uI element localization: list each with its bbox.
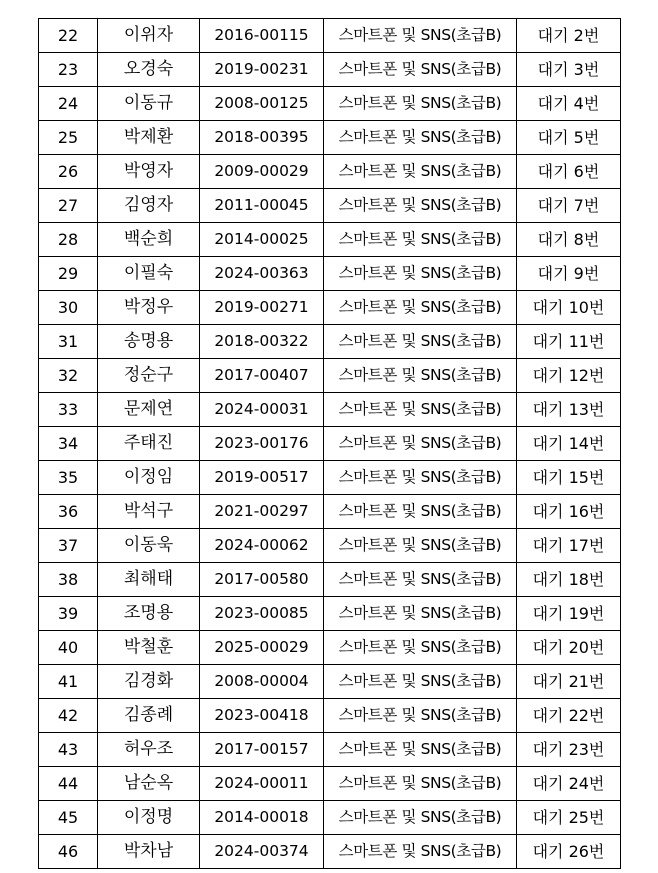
waitlist-status-cell: 대기 2번 — [517, 19, 621, 53]
waitlist-status-cell: 대기 25번 — [517, 801, 621, 835]
name-cell: 최해태 — [98, 563, 200, 597]
course-cell: 스마트폰 및 SNS(초급B) — [324, 699, 517, 733]
member-id-cell: 2018-00395 — [200, 121, 324, 155]
course-cell: 스마트폰 및 SNS(초급B) — [324, 563, 517, 597]
table-row — [39, 665, 621, 699]
row-number-cell: 39 — [39, 597, 98, 631]
name-cell: 박차남 — [98, 835, 200, 869]
table-row — [39, 393, 621, 427]
course-cell: 스마트폰 및 SNS(초급B) — [324, 189, 517, 223]
waitlist-status-cell: 대기 22번 — [517, 699, 621, 733]
waitlist-status-cell: 대기 14번 — [517, 427, 621, 461]
name-cell: 백순희 — [98, 223, 200, 257]
waitlist-status-cell: 대기 24번 — [517, 767, 621, 801]
member-id-cell: 2024-00062 — [200, 529, 324, 563]
table-row — [39, 427, 621, 461]
member-id-cell: 2023-00418 — [200, 699, 324, 733]
member-id-cell: 2017-00407 — [200, 359, 324, 393]
waitlist-status-cell: 대기 17번 — [517, 529, 621, 563]
course-cell: 스마트폰 및 SNS(초급B) — [324, 87, 517, 121]
course-cell: 스마트폰 및 SNS(초급B) — [324, 835, 517, 869]
member-id-cell: 2021-00297 — [200, 495, 324, 529]
member-id-cell: 2008-00125 — [200, 87, 324, 121]
name-cell: 김경화 — [98, 665, 200, 699]
row-number-cell: 28 — [39, 223, 98, 257]
waitlist-status-cell: 대기 10번 — [517, 291, 621, 325]
table-row — [39, 597, 621, 631]
course-cell: 스마트폰 및 SNS(초급B) — [324, 733, 517, 767]
name-cell: 주태진 — [98, 427, 200, 461]
course-cell: 스마트폰 및 SNS(초급B) — [324, 19, 517, 53]
table-row — [39, 801, 621, 835]
waitlist-status-cell: 대기 9번 — [517, 257, 621, 291]
member-id-cell: 2024-00374 — [200, 835, 324, 869]
table-row — [39, 291, 621, 325]
table-row — [39, 53, 621, 87]
course-cell: 스마트폰 및 SNS(초급B) — [324, 461, 517, 495]
name-cell: 이위자 — [98, 19, 200, 53]
member-id-cell: 2019-00271 — [200, 291, 324, 325]
table-row — [39, 461, 621, 495]
table-row — [39, 257, 621, 291]
waitlist-status-cell: 대기 19번 — [517, 597, 621, 631]
member-id-cell: 2016-00115 — [200, 19, 324, 53]
course-cell: 스마트폰 및 SNS(초급B) — [324, 121, 517, 155]
course-cell: 스마트폰 및 SNS(초급B) — [324, 495, 517, 529]
table-row — [39, 325, 621, 359]
waitlist-status-cell: 대기 4번 — [517, 87, 621, 121]
name-cell: 김영자 — [98, 189, 200, 223]
table-row — [39, 87, 621, 121]
name-cell: 박석구 — [98, 495, 200, 529]
row-number-cell: 45 — [39, 801, 98, 835]
row-number-cell: 44 — [39, 767, 98, 801]
name-cell: 박정우 — [98, 291, 200, 325]
waitlist-status-cell: 대기 8번 — [517, 223, 621, 257]
row-number-cell: 43 — [39, 733, 98, 767]
table-row — [39, 189, 621, 223]
table-row — [39, 631, 621, 665]
name-cell: 정순구 — [98, 359, 200, 393]
member-id-cell: 2024-00363 — [200, 257, 324, 291]
table-row — [39, 359, 621, 393]
table-row — [39, 767, 621, 801]
table-row — [39, 223, 621, 257]
table-row — [39, 835, 621, 869]
row-number-cell: 30 — [39, 291, 98, 325]
row-number-cell: 22 — [39, 19, 98, 53]
name-cell: 이동규 — [98, 87, 200, 121]
row-number-cell: 46 — [39, 835, 98, 869]
name-cell: 조명용 — [98, 597, 200, 631]
table-row — [39, 563, 621, 597]
waitlist-status-cell: 대기 11번 — [517, 325, 621, 359]
course-cell: 스마트폰 및 SNS(초급B) — [324, 597, 517, 631]
table-row — [39, 495, 621, 529]
name-cell: 이정명 — [98, 801, 200, 835]
member-id-cell: 2024-00011 — [200, 767, 324, 801]
member-id-cell: 2024-00031 — [200, 393, 324, 427]
member-id-cell: 2025-00029 — [200, 631, 324, 665]
course-cell: 스마트폰 및 SNS(초급B) — [324, 767, 517, 801]
row-number-cell: 26 — [39, 155, 98, 189]
row-number-cell: 33 — [39, 393, 98, 427]
waitlist-status-cell: 대기 26번 — [517, 835, 621, 869]
member-id-cell: 2023-00176 — [200, 427, 324, 461]
course-cell: 스마트폰 및 SNS(초급B) — [324, 427, 517, 461]
course-cell: 스마트폰 및 SNS(초급B) — [324, 529, 517, 563]
name-cell: 김종례 — [98, 699, 200, 733]
waitlist-status-cell: 대기 16번 — [517, 495, 621, 529]
name-cell: 허우조 — [98, 733, 200, 767]
row-number-cell: 32 — [39, 359, 98, 393]
course-cell: 스마트폰 및 SNS(초급B) — [324, 223, 517, 257]
member-id-cell: 2017-00580 — [200, 563, 324, 597]
member-id-cell: 2011-00045 — [200, 189, 324, 223]
waitlist-status-cell: 대기 6번 — [517, 155, 621, 189]
waitlist-status-cell: 대기 5번 — [517, 121, 621, 155]
course-cell: 스마트폰 및 SNS(초급B) — [324, 359, 517, 393]
name-cell: 박제환 — [98, 121, 200, 155]
row-number-cell: 36 — [39, 495, 98, 529]
waitlist-status-cell: 대기 18번 — [517, 563, 621, 597]
member-id-cell: 2019-00231 — [200, 53, 324, 87]
name-cell: 오경숙 — [98, 53, 200, 87]
row-number-cell: 29 — [39, 257, 98, 291]
row-number-cell: 40 — [39, 631, 98, 665]
waitlist-status-cell: 대기 20번 — [517, 631, 621, 665]
name-cell: 이필숙 — [98, 257, 200, 291]
waitlist-status-cell: 대기 21번 — [517, 665, 621, 699]
waitlist-status-cell: 대기 7번 — [517, 189, 621, 223]
waitlist-table — [38, 18, 621, 869]
row-number-cell: 31 — [39, 325, 98, 359]
table-body — [39, 19, 621, 869]
member-id-cell: 2017-00157 — [200, 733, 324, 767]
row-number-cell: 27 — [39, 189, 98, 223]
name-cell: 박영자 — [98, 155, 200, 189]
table-row — [39, 529, 621, 563]
name-cell: 이정임 — [98, 461, 200, 495]
table-row — [39, 155, 621, 189]
course-cell: 스마트폰 및 SNS(초급B) — [324, 801, 517, 835]
course-cell: 스마트폰 및 SNS(초급B) — [324, 257, 517, 291]
course-cell: 스마트폰 및 SNS(초급B) — [324, 665, 517, 699]
row-number-cell: 37 — [39, 529, 98, 563]
row-number-cell: 25 — [39, 121, 98, 155]
waitlist-status-cell: 대기 23번 — [517, 733, 621, 767]
member-id-cell: 2023-00085 — [200, 597, 324, 631]
table-row — [39, 19, 621, 53]
course-cell: 스마트폰 및 SNS(초급B) — [324, 393, 517, 427]
waitlist-status-cell: 대기 12번 — [517, 359, 621, 393]
row-number-cell: 42 — [39, 699, 98, 733]
member-id-cell: 2008-00004 — [200, 665, 324, 699]
row-number-cell: 35 — [39, 461, 98, 495]
course-cell: 스마트폰 및 SNS(초급B) — [324, 325, 517, 359]
row-number-cell: 34 — [39, 427, 98, 461]
row-number-cell: 23 — [39, 53, 98, 87]
row-number-cell: 24 — [39, 87, 98, 121]
member-id-cell: 2014-00025 — [200, 223, 324, 257]
member-id-cell: 2018-00322 — [200, 325, 324, 359]
course-cell: 스마트폰 및 SNS(초급B) — [324, 631, 517, 665]
name-cell: 남순옥 — [98, 767, 200, 801]
name-cell: 송명용 — [98, 325, 200, 359]
name-cell: 이동욱 — [98, 529, 200, 563]
table-row — [39, 699, 621, 733]
row-number-cell: 38 — [39, 563, 98, 597]
member-id-cell: 2014-00018 — [200, 801, 324, 835]
waitlist-status-cell: 대기 15번 — [517, 461, 621, 495]
course-cell: 스마트폰 및 SNS(초급B) — [324, 155, 517, 189]
member-id-cell: 2019-00517 — [200, 461, 324, 495]
member-id-cell: 2009-00029 — [200, 155, 324, 189]
waitlist-status-cell: 대기 13번 — [517, 393, 621, 427]
name-cell: 박철훈 — [98, 631, 200, 665]
table-row — [39, 121, 621, 155]
name-cell: 문제연 — [98, 393, 200, 427]
course-cell: 스마트폰 및 SNS(초급B) — [324, 53, 517, 87]
course-cell: 스마트폰 및 SNS(초급B) — [324, 291, 517, 325]
table-row — [39, 733, 621, 767]
row-number-cell: 41 — [39, 665, 98, 699]
waitlist-status-cell: 대기 3번 — [517, 53, 621, 87]
